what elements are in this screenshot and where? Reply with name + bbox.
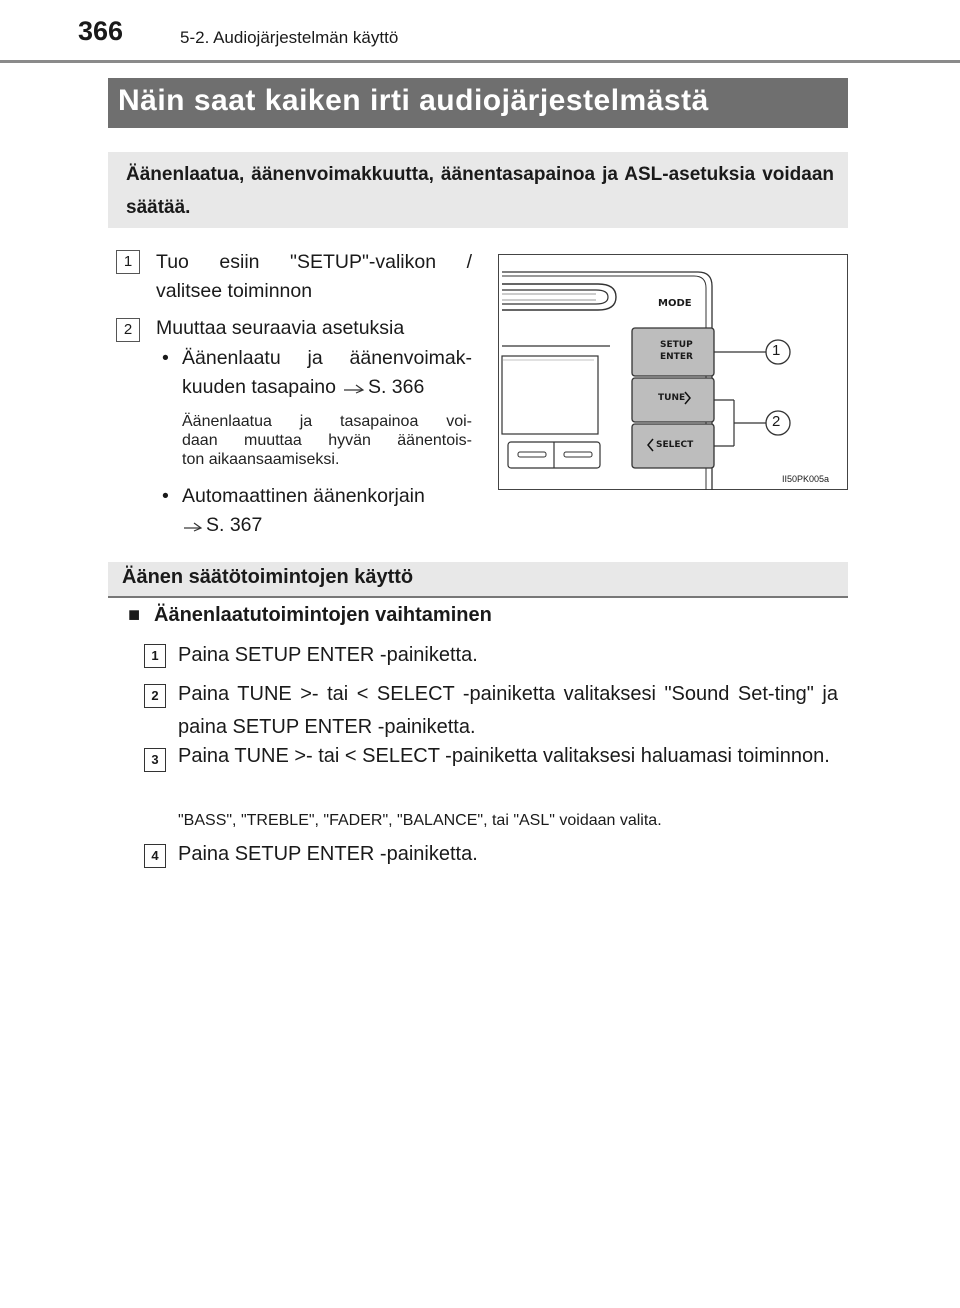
select-button-label: SELECT	[656, 440, 694, 450]
setup-button-label-2: ENTER	[660, 352, 693, 362]
audio-panel-illustration	[498, 254, 848, 490]
page-title: Näin saat kaiken irti audiojärjestelmästä	[118, 84, 709, 117]
bullet-2-line-1: Automaattinen äänenkorjain	[182, 485, 425, 507]
tune-button-label: TUNE	[658, 393, 686, 403]
bullet-2-reference-link[interactable]: S. 367	[206, 514, 263, 536]
step-number-2: 2	[144, 684, 166, 708]
header-rule	[0, 60, 960, 63]
figure-callout-1: 1	[772, 342, 781, 359]
audio-panel-drawing	[498, 254, 848, 490]
callout-2-text: Muuttaa seuraavia asetuksia	[156, 317, 405, 339]
bullet-2-line-2	[182, 511, 262, 540]
setup-button-label-1: SETUP	[660, 340, 693, 350]
page-number: 366	[78, 16, 124, 46]
right-arrow-icon	[182, 519, 204, 533]
intro-text: Äänenlaatua, äänenvoimakkuutta, äänentasapainoa ja ASL-asetuksia voidaan säätää.	[126, 164, 834, 218]
bullet-icon: •	[162, 485, 169, 507]
right-arrow-icon	[342, 381, 366, 395]
bullet-1-line-2	[182, 373, 424, 402]
note-line-3: ton aikaansaamiseksi.	[182, 451, 340, 468]
callout-number-2: 2	[116, 318, 140, 342]
step-number-3: 3	[144, 748, 166, 772]
subsection-title: Äänen säätötoimintojen käyttö	[122, 566, 414, 588]
bullet-1-line-1: Äänenlaatu ja äänenvoimak-	[182, 347, 472, 369]
mode-button-label: MODE	[658, 298, 692, 309]
section-label: 5-2. Audiojärjestelmän käyttö	[180, 28, 399, 47]
step-2-text: Paina TUNE >- tai < SELECT -painiketta valitaksesi "Sound Set-ting" ja paina SETUP ENTER -painiketta.	[178, 683, 838, 738]
note-line-1: Äänenlaatua ja tasapainoa voi-	[182, 413, 472, 430]
note-line-2: daan muuttaa hyvän äänentois-	[182, 432, 472, 449]
step-3-note: "BASS", "TREBLE", "FADER", "BALANCE", tai "ASL" voidaan valita.	[178, 812, 662, 829]
step-3-text: Paina TUNE >- tai < SELECT -painiketta valitaksesi haluamasi toiminnon.	[178, 745, 830, 767]
square-bullet-icon: ■	[128, 604, 141, 626]
step-number-1: 1	[144, 644, 166, 668]
bullet-1-text: kuuden tasapaino	[182, 376, 336, 398]
procedure-heading: Äänenlaatutoimintojen vaihtaminen	[154, 604, 492, 626]
step-number-4: 4	[144, 844, 166, 868]
bullet-1-reference-link[interactable]: S. 366	[367, 376, 425, 398]
figure-callout-2: 2	[772, 413, 781, 430]
callout-1-text-line-1: Tuo esiin "SETUP"-valikon /	[156, 251, 472, 273]
step-1-text: Paina SETUP ENTER -painiketta.	[178, 644, 478, 666]
callout-number-1: 1	[116, 250, 140, 274]
callout-1-line-1	[156, 248, 472, 277]
callout-1-line-2: valitsee toiminnon	[156, 280, 313, 302]
step-4-text: Paina SETUP ENTER -painiketta.	[178, 843, 478, 865]
figure-code: II50PK005a	[782, 474, 830, 484]
bullet-icon: •	[162, 347, 169, 369]
